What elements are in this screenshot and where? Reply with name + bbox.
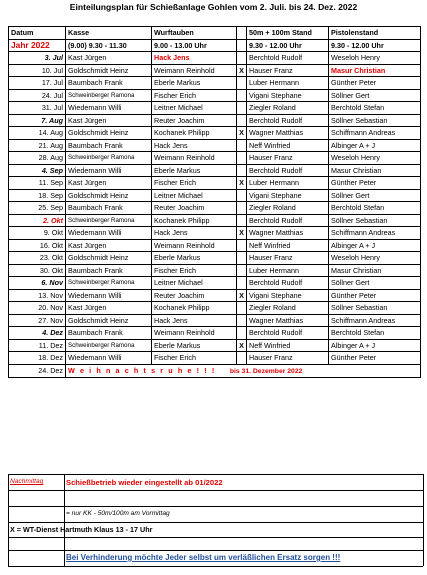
table-row — [9, 114, 421, 127]
header-pistolenstand: Pistolenstand — [329, 27, 421, 40]
kasse-cell: Goldschmidt Heinz — [66, 127, 152, 140]
pistolenstand-cell: Schiffmann Andreas — [329, 127, 421, 140]
nachmittag-label: Nachmittag — [10, 478, 44, 485]
wt-dienst-mark — [237, 114, 247, 127]
stand-cell: Berchtold Rudolf — [247, 214, 329, 227]
notes-rule-3 — [8, 506, 423, 507]
header-kasse: Kasse — [66, 27, 152, 40]
wurftauben-cell: Fischer Erich — [152, 177, 237, 190]
date-cell: 16. Okt — [9, 239, 66, 252]
wt-dienst-mark — [237, 202, 247, 215]
wurftauben-cell: Kochanek Philipp — [152, 127, 237, 140]
kasse-time: (9.00) 9.30 - 11.30 — [66, 39, 152, 52]
wurftauben-cell: Fischer Erich — [152, 89, 237, 102]
kasse-cell: Goldschmidt Heinz — [66, 314, 152, 327]
wt-dienst-mark: X — [237, 127, 247, 140]
pistolenstand-cell: Masur Christian — [329, 264, 421, 277]
date-cell: 21. Aug — [9, 139, 66, 152]
pistolenstand-cell: Schiffmann Andreas — [329, 227, 421, 240]
stand-cell: Luber Hermann — [247, 77, 329, 90]
stand-cell: Berchtold Rudolf — [247, 114, 329, 127]
pistolenstand-cell: Günther Peter — [329, 77, 421, 90]
pistolenstand-cell: Albinger A + J — [329, 339, 421, 352]
notes-left-border — [8, 474, 9, 566]
header-date: Datum — [9, 27, 66, 40]
date-cell: 11. Dez — [9, 339, 66, 352]
pistolenstand-cell: Söllner Gert — [329, 189, 421, 202]
table-row — [9, 252, 421, 265]
date-cell: 7. Aug — [9, 114, 66, 127]
date-cell: 17. Jul — [9, 77, 66, 90]
notes-rule-5 — [8, 537, 423, 538]
kasse-cell: Wiedemann Willi — [66, 352, 152, 365]
wt-dienst-text: X = WT-Dienst Hartmuth Klaus 13 - 17 Uhr — [10, 525, 153, 534]
wt-dienst-mark — [237, 277, 247, 290]
kasse-cell: Wiedemann Willi — [66, 289, 152, 302]
stand-cell: Hauser Franz — [247, 352, 329, 365]
pistolenstand-cell: Söllner Sebastian — [329, 302, 421, 315]
kasse-cell: Schweinberger Ramona — [66, 214, 152, 227]
wt-dienst-mark — [237, 52, 247, 65]
kasse-cell: Kast Jürgen — [66, 239, 152, 252]
pistolenstand-time: 9.30 - 12.00 Uhr — [329, 39, 421, 52]
kasse-cell: Schweinberger Ramona — [66, 339, 152, 352]
notes-rule-7 — [8, 566, 423, 567]
wurftauben-cell: Kochanek Philipp — [152, 302, 237, 315]
table-row — [9, 339, 421, 352]
pistolenstand-cell: Söllner Gert — [329, 89, 421, 102]
table-row — [9, 164, 421, 177]
wurftauben-cell: Fischer Erich — [152, 352, 237, 365]
pistolenstand-cell: Günther Peter — [329, 352, 421, 365]
pistolenstand-cell: Weseloh Henry — [329, 252, 421, 265]
stand-cell: Neff Winfried — [247, 139, 329, 152]
table-row — [9, 239, 421, 252]
pistolenstand-cell: Söllner Sebastian — [329, 214, 421, 227]
stand-cell: Berchtold Rudolf — [247, 164, 329, 177]
wurftauben-cell: Weimann Reinhold — [152, 64, 237, 77]
wt-dienst-mark — [237, 152, 247, 165]
schedule-table — [8, 26, 421, 378]
wurftauben-cell: Leitner Michael — [152, 277, 237, 290]
wurftauben-cell: Reuter Joachim — [152, 289, 237, 302]
table-row — [9, 327, 421, 340]
verhinderung-text: Bei Verhinderung möchte Jeder selbst um verläßlichen Ersatz sorgen !!! — [66, 553, 341, 562]
wt-dienst-mark — [237, 239, 247, 252]
page-title: Einteilungsplan für Schießanlage Gohlen vom 2. Juli. bis 24. Dez. 2022 — [69, 2, 358, 12]
pistolenstand-cell: Söllner Sebastian — [329, 114, 421, 127]
stand-cell: Hauser Franz — [247, 252, 329, 265]
pistolenstand-cell: Söllner Gert — [329, 277, 421, 290]
wurftauben-cell: Eberle Markus — [152, 77, 237, 90]
kasse-cell: Baumbach Frank — [66, 202, 152, 215]
stand-cell: Hauser Franz — [247, 152, 329, 165]
wurftauben-cell: Leitner Michael — [152, 102, 237, 115]
notes-rule-1 — [8, 474, 423, 475]
date-cell: 28. Aug — [9, 152, 66, 165]
table-row — [9, 189, 421, 202]
pistolenstand-cell: Albinger A + J — [329, 139, 421, 152]
date-cell: 10. Jul — [9, 64, 66, 77]
stand-cell: Berchtold Rudolf — [247, 277, 329, 290]
stand-cell: Wagner Matthias — [247, 227, 329, 240]
stand-cell: Berchtold Rudolf — [247, 52, 329, 65]
kasse-cell: Wiedemann Willi — [66, 102, 152, 115]
wt-dienst-mark — [237, 89, 247, 102]
date-cell: 4. Sep — [9, 164, 66, 177]
notes-right-border — [423, 474, 424, 566]
wurftauben-cell: Weimann Reinhold — [152, 239, 237, 252]
weihnachtsruhe-until: bis 31. Dezember 2022 — [229, 367, 303, 375]
date-cell: 24. Jul — [9, 89, 66, 102]
wurftauben-cell: Fischer Erich — [152, 264, 237, 277]
pistolenstand-cell: Schiffmann Andreas — [329, 314, 421, 327]
wurftauben-cell: Hack Jens — [152, 227, 237, 240]
wurftauben-cell: Reuter Joachim — [152, 202, 237, 215]
stand-time: 9.30 - 12.00 Uhr — [247, 39, 329, 52]
notes-column-divider — [64, 474, 65, 566]
date-cell: 18. Dez — [9, 352, 66, 365]
date-cell: 24. Dez — [9, 364, 66, 377]
wurftauben-cell: Weimann Reinhold — [152, 327, 237, 340]
wt-dienst-mark — [237, 264, 247, 277]
pistolenstand-cell: Günther Peter — [329, 177, 421, 190]
date-cell: 25. Sep — [9, 202, 66, 215]
wt-dienst-mark — [237, 214, 247, 227]
stand-cell: Luber Hermann — [247, 264, 329, 277]
wt-dienst-mark — [237, 314, 247, 327]
date-cell: 13. Nov — [9, 289, 66, 302]
table-row — [9, 314, 421, 327]
wt-dienst-mark — [237, 189, 247, 202]
date-cell: 14. Aug — [9, 127, 66, 140]
table-row — [9, 102, 421, 115]
stand-cell: Hauser Franz — [247, 64, 329, 77]
date-cell: 30. Okt — [9, 264, 66, 277]
schiessbetrieb-note: Schießbetrieb wieder eingestellt ab 01/2022 — [66, 478, 223, 487]
table-row — [9, 177, 421, 190]
wt-dienst-mark: X — [237, 289, 247, 302]
stand-cell: Wagner Matthias — [247, 314, 329, 327]
stand-cell: Vigani Stephane — [247, 289, 329, 302]
kasse-cell: Goldschmidt Heinz — [66, 64, 152, 77]
wurftauben-cell: Weimann Reinhold — [152, 152, 237, 165]
table-row — [9, 277, 421, 290]
table-row — [9, 139, 421, 152]
wt-dienst-mark — [237, 327, 247, 340]
table-row — [9, 89, 421, 102]
wt-dienst-mark — [237, 352, 247, 365]
date-cell: 31. Jul — [9, 102, 66, 115]
kasse-cell: Baumbach Frank — [66, 139, 152, 152]
wurftauben-cell: Reuter Joachim — [152, 114, 237, 127]
wurftauben-cell: Leitner Michael — [152, 189, 237, 202]
date-cell: 23. Okt — [9, 252, 66, 265]
table-row — [9, 227, 421, 240]
pistolenstand-cell: Albinger A + J — [329, 239, 421, 252]
stand-cell: Wagner Matthias — [247, 127, 329, 140]
header-wurftauben: Wurftauben — [152, 27, 237, 40]
table-row — [9, 214, 421, 227]
kasse-cell: Kast Jürgen — [66, 177, 152, 190]
wt-dienst-mark — [237, 77, 247, 90]
kasse-cell: Schweinberger Ramona — [66, 152, 152, 165]
wt-dienst-mark: X — [237, 64, 247, 77]
date-cell: 18. Sep — [9, 189, 66, 202]
pistolenstand-cell: Masur Christian — [329, 64, 421, 77]
kasse-cell: Wiedemann Willi — [66, 164, 152, 177]
kasse-cell: Schweinberger Ramona — [66, 89, 152, 102]
table-row — [9, 202, 421, 215]
wurftauben-cell: Hack Jens — [152, 314, 237, 327]
stand-cell: Luber Hermann — [247, 177, 329, 190]
date-cell: 11. Sep — [9, 177, 66, 190]
pistolenstand-cell: Berchtold Stefan — [329, 202, 421, 215]
notes-rule-6 — [8, 550, 423, 551]
date-cell: 4. Dez — [9, 327, 66, 340]
date-cell: 3. Jul — [9, 52, 66, 65]
table-row — [9, 64, 421, 77]
kasse-cell: Kast Jürgen — [66, 302, 152, 315]
wt-dienst-mark — [237, 164, 247, 177]
kasse-cell: Baumbach Frank — [66, 264, 152, 277]
wt-dienst-mark — [237, 252, 247, 265]
year-label: Jahr 2022 — [9, 39, 66, 52]
date-cell: 6. Nov — [9, 277, 66, 290]
kasse-cell: Kast Jürgen — [66, 52, 152, 65]
date-cell: 20. Nov — [9, 302, 66, 315]
notes-rule-4 — [8, 522, 423, 523]
weihnachtsruhe-row — [9, 364, 421, 377]
kasse-cell: Wiedemann Willi — [66, 227, 152, 240]
pistolenstand-cell: Weseloh Henry — [329, 52, 421, 65]
wurftauben-cell: Hack Jens — [152, 52, 237, 65]
stand-cell: Neff Winfried — [247, 239, 329, 252]
x-column-blank — [237, 39, 247, 52]
kasse-cell: Schweinberger Ramona — [66, 277, 152, 290]
wt-dienst-mark — [237, 302, 247, 315]
table-row — [9, 52, 421, 65]
kasse-cell: Kast Jürgen — [66, 114, 152, 127]
kk-note-text: = nur KK - 50m/100m am Vormittag — [66, 510, 170, 517]
stand-cell: Ziegler Roland — [247, 302, 329, 315]
wurftauben-cell: Eberle Markus — [152, 339, 237, 352]
table-header-row — [9, 27, 421, 40]
notes-rule-2 — [8, 490, 423, 491]
wt-dienst-mark: X — [237, 177, 247, 190]
table-row — [9, 352, 421, 365]
date-cell: 2. Okt — [9, 214, 66, 227]
pistolenstand-cell: Berchtold Stefan — [329, 327, 421, 340]
wt-dienst-mark — [237, 102, 247, 115]
wt-dienst-mark — [237, 139, 247, 152]
table-row — [9, 264, 421, 277]
stand-cell: Berchtold Rudolf — [247, 327, 329, 340]
pistolenstand-cell: Weseloh Henry — [329, 152, 421, 165]
wt-dienst-mark: X — [237, 339, 247, 352]
table-row — [9, 152, 421, 165]
stand-cell: Neff Winfried — [247, 339, 329, 352]
wurftauben-cell: Eberle Markus — [152, 252, 237, 265]
date-cell: 9. Okt — [9, 227, 66, 240]
pistolenstand-cell: Günther Peter — [329, 289, 421, 302]
weihnachtsruhe-cell — [66, 364, 421, 377]
table-row — [9, 77, 421, 90]
wt-dienst-mark: X — [237, 227, 247, 240]
weihnachtsruhe-text: W e i h n a c h t s r u h e ! ! ! — [68, 365, 216, 375]
header-x-column — [237, 27, 247, 40]
table-subheader-row — [9, 39, 421, 52]
kasse-cell: Goldschmidt Heinz — [66, 252, 152, 265]
stand-cell: Vigani Stephane — [247, 89, 329, 102]
table-row — [9, 302, 421, 315]
date-cell: 27. Nov — [9, 314, 66, 327]
table-row — [9, 127, 421, 140]
header-50m-100m-stand: 50m + 100m Stand — [247, 27, 329, 40]
table-row — [9, 289, 421, 302]
kasse-cell: Goldschmidt Heinz — [66, 189, 152, 202]
kasse-cell: Baumbach Frank — [66, 77, 152, 90]
kasse-cell: Baumbach Frank — [66, 327, 152, 340]
stand-cell: Ziegler Roland — [247, 102, 329, 115]
stand-cell: Ziegler Roland — [247, 202, 329, 215]
stand-cell: Vigani Stephane — [247, 189, 329, 202]
wurftauben-cell: Eberle Markus — [152, 164, 237, 177]
pistolenstand-cell: Berchtold Stefan — [329, 102, 421, 115]
wurftauben-cell: Kochanek Philipp — [152, 214, 237, 227]
wurftauben-cell: Hack Jens — [152, 139, 237, 152]
wurftauben-time: 9.00 - 13.00 Uhr — [152, 39, 237, 52]
pistolenstand-cell: Masur Christian — [329, 164, 421, 177]
